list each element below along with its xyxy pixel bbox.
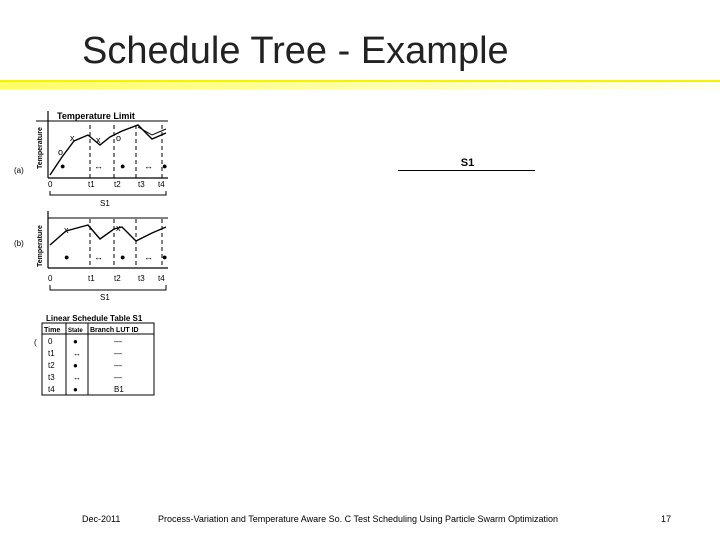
tick-a-4: t4 — [158, 180, 165, 189]
state-a-0: ● — [60, 161, 66, 171]
tree-root-label: S1 — [460, 157, 475, 169]
tick-b-3: t3 — [138, 274, 145, 283]
y-axis-label-b: Temperature — [37, 225, 44, 267]
table-cell-r3-c1: ↔ — [73, 373, 81, 382]
state-b-2: ● — [120, 252, 126, 262]
panel-c-label: ( — [34, 338, 37, 347]
mark-a-4: o — [116, 133, 122, 143]
table-cell-r2-c0: t2 — [48, 361, 55, 370]
schedule-label-a: S1 — [100, 199, 110, 208]
span-bracket-b — [50, 285, 166, 290]
table-cell-r1-c2: — — [114, 349, 122, 358]
tick-a-2: t2 — [114, 180, 121, 189]
table-cell-r3-c2: — — [114, 373, 122, 382]
state-a-3: ↔ — [144, 161, 153, 171]
y-axis-label-a: Temperature — [37, 127, 44, 169]
table-cell-r4-c0: t4 — [48, 385, 55, 394]
state-b-0: ● — [64, 252, 70, 262]
table-cell-r1-c0: t1 — [48, 349, 55, 358]
schedule-figure-svg — [10, 105, 190, 405]
mark-b-2: x — [116, 223, 121, 233]
state-a-4: ● — [162, 161, 168, 171]
tick-b-1: t1 — [88, 274, 95, 283]
panel-b-label: (b) — [14, 239, 24, 248]
table-cell-r2-c1: ● — [73, 361, 78, 370]
footer-text: Process-Variation and Temperature Aware So. C Test Scheduling Using Particle Swarm Optimization — [158, 514, 559, 524]
table-header-branch: Branch LUT ID — [90, 327, 139, 334]
mark-b-1: x — [64, 225, 69, 235]
mark-a-3: x — [96, 135, 101, 145]
tree-root-line — [398, 170, 535, 171]
mark-a-2: x — [70, 133, 75, 143]
table-header-state: State — [68, 328, 83, 334]
table-cell-r3-c0: t3 — [48, 373, 55, 382]
state-b-3: ↔ — [144, 252, 153, 262]
state-b-1: ↔ — [94, 252, 103, 262]
temp-limit-label: Temperature Limit — [57, 111, 135, 121]
tick-a-3: t3 — [138, 180, 145, 189]
table-cell-r4-c1: ● — [73, 385, 78, 394]
table-header-time: Time — [44, 327, 61, 334]
state-b-4: ● — [162, 252, 168, 262]
schedule-label-b: S1 — [100, 293, 110, 302]
table-cell-r2-c2: — — [114, 361, 122, 370]
tick-b-2: t2 — [114, 274, 121, 283]
table-cell-r0-c2: — — [114, 337, 122, 346]
table-caption: Linear Schedule Table S1 — [46, 314, 143, 323]
panel-a-label: (a) — [14, 166, 24, 175]
table-cell-r1-c1: ↔ — [73, 349, 81, 358]
table-cell-r0-c1: ● — [73, 337, 78, 346]
mark-a-1: o — [58, 147, 64, 157]
schedule-figure — [10, 105, 190, 405]
tick-b-4: t4 — [158, 274, 165, 283]
tick-a-0: 0 — [48, 180, 53, 189]
tick-a-1: t1 — [88, 180, 95, 189]
slide-title: Schedule Tree - Example — [82, 30, 509, 72]
table-cell-r4-c2: B1 — [114, 385, 124, 394]
footer-date: Dec-2011 — [82, 514, 121, 524]
title-underline-line — [0, 80, 720, 82]
state-a-1: ↔ — [94, 161, 103, 171]
footer-page-number: 17 — [661, 514, 672, 524]
tick-b-0: 0 — [48, 274, 53, 283]
table-cell-r0-c0: 0 — [48, 337, 53, 346]
span-bracket-a — [50, 191, 166, 195]
state-a-2: ● — [120, 161, 126, 171]
